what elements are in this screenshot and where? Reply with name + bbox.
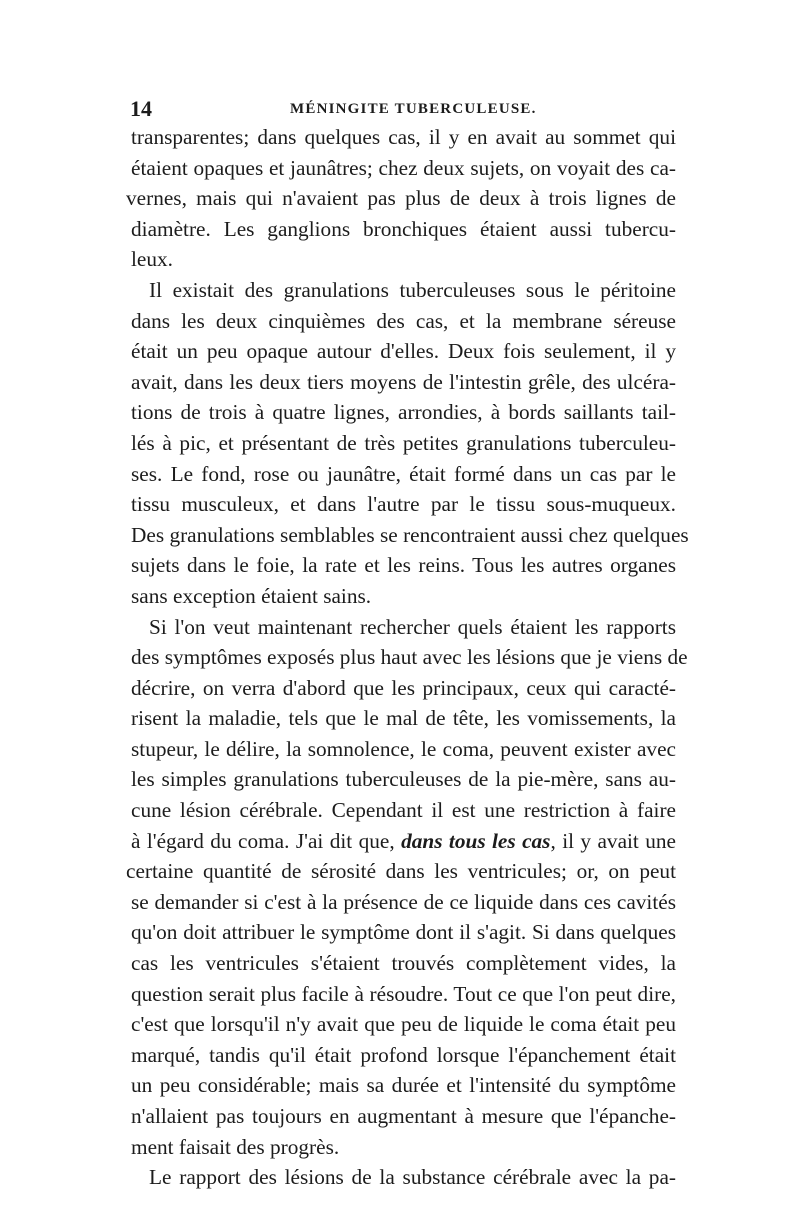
text-line: ment faisait des progrès.	[131, 1134, 340, 1159]
text-line: vernes, mais qui n'avaient pas plus de deux à trois lignes de	[126, 186, 676, 211]
text-line	[131, 826, 676, 857]
text-line: tissu musculeux, et dans l'autre par le tissu sous-muqueux.	[131, 492, 676, 517]
text-line: stupeur, le délire, la somnolence, le coma, peuvent exister avec	[131, 736, 676, 761]
text-line: certaine quantité de sérosité dans les ventricules; or, on peut	[126, 859, 676, 884]
text-line: lés à pic, et présentant de très petites granulations tuberculeu-	[131, 430, 676, 455]
page-number: 14	[130, 96, 152, 121]
text-line: cas les ventricules s'étaient trouvés complètement vides, la	[131, 951, 676, 976]
text-line: avait, dans les deux tiers moyens de l'intestin grêle, des ulcéra-	[131, 369, 676, 394]
emphasized-phrase: dans tous les cas	[401, 828, 551, 853]
text-segment: , il y avait une	[550, 828, 676, 853]
text-line: étaient opaques et jaunâtres; chez deux sujets, on voyait des ca-	[131, 155, 676, 180]
text-line: cune lésion cérébrale. Cependant il est une restriction à faire	[131, 798, 676, 823]
text-line: dans les deux cinquièmes des cas, et la membrane séreuse	[131, 308, 676, 333]
text-line: un peu considérable; mais sa durée et l'intensité du symptôme	[131, 1073, 676, 1098]
paragraph-first-line: Le rapport des lésions de la substance cérébrale avec la pa-	[149, 1165, 676, 1190]
text-line: des symptômes exposés plus haut avec les lésions que je viens de	[131, 645, 688, 670]
text-segment: à l'égard du coma. J'ai dit que,	[131, 828, 395, 853]
paragraph-first-line: Il existait des granulations tuberculeuses sous le péritoine	[149, 277, 676, 302]
text-line: ses. Le fond, rose ou jaunâtre, était formé dans un cas par le	[131, 461, 676, 486]
text-line: diamètre. Les ganglions bronchiques étaient aussi tubercu-	[131, 216, 676, 241]
text-line: n'allaient pas toujours en augmentant à mesure que l'épanche-	[131, 1104, 676, 1128]
text-line: leux.	[131, 247, 173, 272]
text-line: question serait plus facile à résoudre. Tout ce que l'on peut dire,	[131, 981, 676, 1006]
text-line: qu'on doit attribuer le symptôme dont il s'agit. Si dans quelques	[131, 920, 676, 945]
text-line: sujets dans le foie, la rate et les reins. Tous les autres organes	[131, 553, 676, 578]
text-line: transparentes; dans quelques cas, il y en avait au sommet qui	[131, 125, 676, 149]
running-head: MÉNINGITE TUBERCULEUSE.	[290, 101, 537, 117]
body-text	[126, 122, 689, 1193]
text-line: se demander si c'est à la présence de ce liquide dans ces cavités	[131, 889, 676, 914]
paragraph-first-line: Si l'on veut maintenant rechercher quels étaient les rapports	[149, 614, 676, 639]
text-line: les simples granulations tuberculeuses de la pie-mère, sans au-	[131, 767, 676, 792]
text-line: c'est que lorsqu'il n'y avait que peu de liquide le coma était peu	[131, 1012, 676, 1037]
text-line: Des granulations semblables se rencontraient aussi chez quelques	[131, 522, 689, 547]
text-line: tions de trois à quatre lignes, arrondies, à bords saillants tail-	[131, 400, 676, 425]
text-line: décrire, on verra d'abord que les principaux, ceux qui caracté-	[131, 675, 676, 700]
text-line: était un peu opaque autour d'elles. Deux fois seulement, il y	[131, 339, 676, 364]
text-line: risent la maladie, tels que le mal de tête, les vomissements, la	[131, 706, 676, 731]
text-line: marqué, tandis qu'il était profond lorsque l'épanchement était	[131, 1042, 676, 1067]
text-line: sans exception étaient sains.	[131, 583, 372, 608]
